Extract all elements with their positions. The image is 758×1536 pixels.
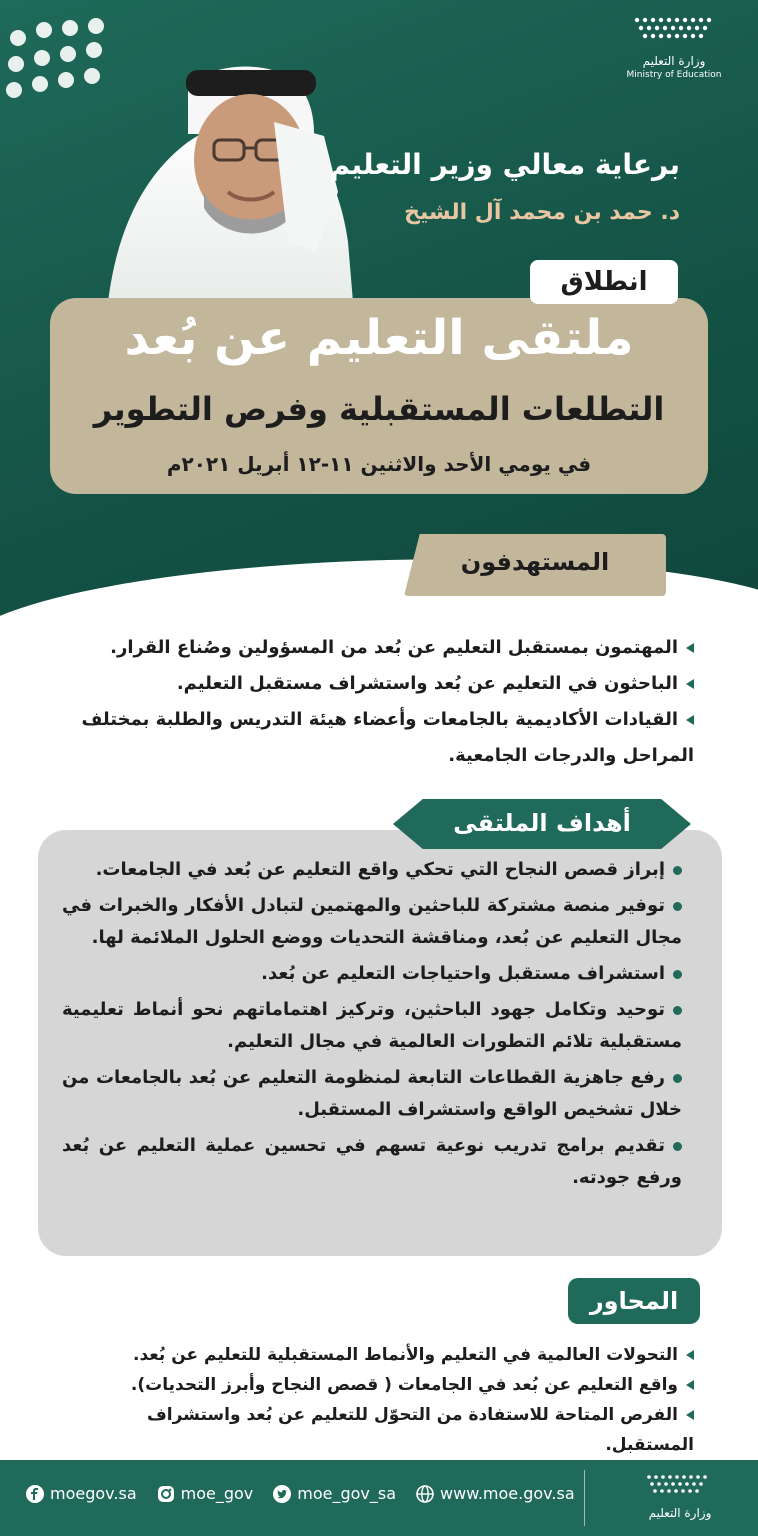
list-item: توفير منصة مشتركة للباحثين والمهتمين لتبادل الأفكار والخبرات في مجال التعليم عن بُعد، ومناقشة التحديات ووضع الحلول الملائمة لها. <box>62 895 682 948</box>
triangle-bullet-icon <box>686 1380 694 1390</box>
twitter-icon <box>273 1485 291 1503</box>
goals-list <box>62 854 682 1198</box>
facebook-icon <box>26 1485 44 1503</box>
dot-bullet-icon <box>673 1006 682 1015</box>
list-item: رفع جاهزية القطاعات التابعة لمنظومة التعليم عن بُعد بالجامعات من خلال تشخيص الواقع واستشراف المستقبل. <box>62 1067 682 1120</box>
list-item: تقديم برامج تدريب نوعية تسهم في تحسين عملية التعليم عن بُعد ورفع جودته. <box>62 1135 682 1188</box>
footer-logo <box>630 1472 730 1520</box>
triangle-bullet-icon <box>686 679 694 689</box>
triangle-bullet-icon <box>686 1410 694 1420</box>
patron-line: برعاية معالي وزير التعليم <box>329 148 680 181</box>
list-item: توحيد وتكامل جهود الباحثين، وتركيز اهتماماتهم نحو أنماط تعليمية مستقبلية تلائم التطورات العالمية في مجال التعليم. <box>62 999 682 1052</box>
footer-logo-text: وزارة التعليم <box>648 1506 712 1520</box>
list-item: الفرص المتاحة للاستفادة من التحوّل للتعليم عن بُعد واستشراف المستقبل. <box>147 1405 694 1455</box>
list-item: واقع التعليم عن بُعد في الجامعات ( قصص النجاح وأبرز التحديات). <box>54 1370 694 1400</box>
minister-name: د. حمد بن محمد آل الشيخ <box>404 200 680 225</box>
facebook-link[interactable]: moegov.sa <box>26 1484 137 1503</box>
axes-list <box>54 1340 694 1460</box>
dot-bullet-icon <box>673 1074 682 1083</box>
targets-title: المستهدفون <box>460 548 610 576</box>
footer <box>0 1460 758 1536</box>
website-link[interactable]: www.moe.gov.sa <box>416 1484 575 1503</box>
ministry-logo-icon <box>643 1472 717 1498</box>
dot-bullet-icon <box>673 866 682 875</box>
logo-arabic: وزارة التعليم <box>642 54 706 68</box>
ministry-logo-icon <box>629 14 719 44</box>
list-item: التحولات العالمية في التعليم والأنماط المستقبلية للتعليم عن بُعد. <box>54 1340 694 1370</box>
list-item: إبراز قصص النجاح التي تحكي واقع التعليم عن بُعد في الجامعات. <box>62 854 682 886</box>
instagram-link[interactable]: moe_gov <box>157 1484 254 1503</box>
dot-bullet-icon <box>673 902 682 911</box>
twitter-link[interactable]: moe_gov_sa <box>273 1484 396 1503</box>
logo-english: Ministry of Education <box>626 70 722 80</box>
launch-badge: انطلاق <box>530 260 678 304</box>
ministry-logo <box>614 14 734 80</box>
event-subtitle: التطلعات المستقبلية وفرص التطوير <box>93 390 665 428</box>
list-item: الباحثون في التعليم عن بُعد واستشراف مستقبل التعليم. <box>44 666 694 702</box>
triangle-bullet-icon <box>686 643 694 653</box>
list-item: المهتمون بمستقبل التعليم عن بُعد من المسؤولين وصُناع القرار. <box>44 630 694 666</box>
targets-tab <box>404 534 666 596</box>
dot-bullet-icon <box>673 1142 682 1151</box>
list-item: استشراف مستقبل واحتياجات التعليم عن بُعد. <box>62 958 682 990</box>
list-item: القيادات الأكاديمية بالجامعات وأعضاء هيئة التدريس والطلبة بمختلف المراحل والدرجات الجامعية. <box>81 709 694 766</box>
axes-title: المحاور <box>568 1278 700 1324</box>
triangle-bullet-icon <box>686 715 694 725</box>
dot-bullet-icon <box>673 970 682 979</box>
event-date: في يومي الأحد والاثنين ١١-١٢ أبريل ٢٠٢١م <box>166 452 592 476</box>
instagram-icon <box>157 1485 175 1503</box>
triangle-bullet-icon <box>686 1350 694 1360</box>
event-title: ملتقى التعليم عن بُعد <box>124 310 634 366</box>
social-links <box>26 1484 575 1503</box>
targets-list <box>44 630 694 774</box>
goals-tab <box>393 799 691 849</box>
globe-icon <box>416 1485 434 1503</box>
goals-title: أهداف الملتقى <box>453 809 631 837</box>
footer-divider <box>584 1470 585 1526</box>
header-banner <box>0 0 758 640</box>
